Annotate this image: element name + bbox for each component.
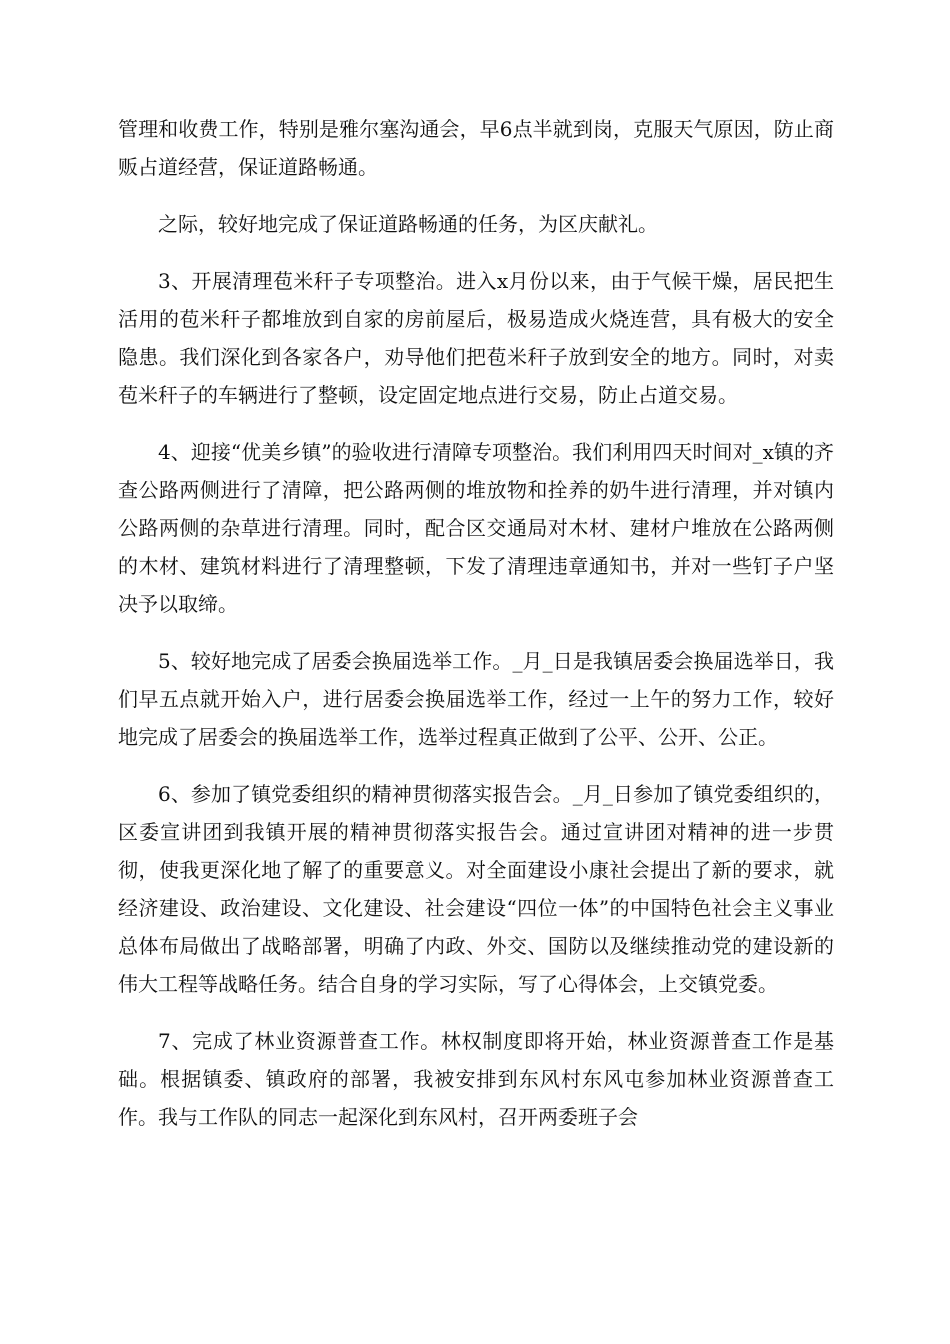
document-page (118, 110, 834, 1155)
paragraph-continuation: 管理和收费工作，特别是雅尔塞沟通会，早6点半就到岗，克服天气原因，防止商贩占道经营，保证道路畅通。 (118, 117, 834, 179)
paragraph-item-6: 6、参加了镇党委组织的精神贯彻落实报告会。_月_日参加了镇党委组织的，区委宣讲团到我镇开展的精神贯彻落实报告会。通过宣讲团对精神的进一步贯彻，使我更深化地了解了的重要意义。对全面建设小康社会提出了新的要求，就经济建设、政治建设、文化建设、社会建设“四位一体”的中国特色社会主义事业总体布局做出了战略部署，明确了内政、外交、国防以及继续推动党的建设新的伟大工程等战略任务。结合自身的学习实际，写了心得体会，上交镇党委。 (118, 782, 834, 996)
paragraph-item-4: 4、迎接“优美乡镇”的验收进行清障专项整治。我们利用四天时间对_x镇的齐查公路两侧进行了清障，把公路两侧的堆放物和拴养的奶牛进行清理，并对镇内公路两侧的杂草进行清理。同时，配合区交通局对木材、建材户堆放在公路两侧的木材、建筑材料进行了清理整顿，下发了清理违章通知书，并对一些钉子户坚决予以取缔。 (118, 440, 834, 616)
paragraph-item-5: 5、较好地完成了居委会换届选举工作。_月_日是我镇居委会换届选举日，我们早五点就开始入户，进行居委会换届选举工作，经过一上午的努力工作，较好地完成了居委会的换届选举工作，选举过程真正做到了公平、公开、公正。 (118, 649, 834, 749)
paragraph-item-7: 7、完成了林业资源普查工作。林权制度即将开始，林业资源普查工作是基础。根据镇委、镇政府的部署，我被安排到东风村东风屯参加林业资源普查工作。我与工作队的同志一起深化到东风村，召开两委班子会 (118, 1029, 834, 1129)
paragraph-road-task: 之际，较好地完成了保证道路畅通的任务，为区庆献礼。 (158, 212, 658, 236)
paragraph-item-3: 3、开展清理苞米秆子专项整治。进入x月份以来，由于气候干燥，居民把生活用的苞米秆子都堆放到自家的房前屋后，极易造成火烧连营，具有极大的安全隐患。我们深化到各家各户，劝导他们把苞米秆子放到安全的地方。同时，对卖苞米秆子的车辆进行了整顿，设定固定地点进行交易，防止占道交易。 (118, 269, 834, 407)
